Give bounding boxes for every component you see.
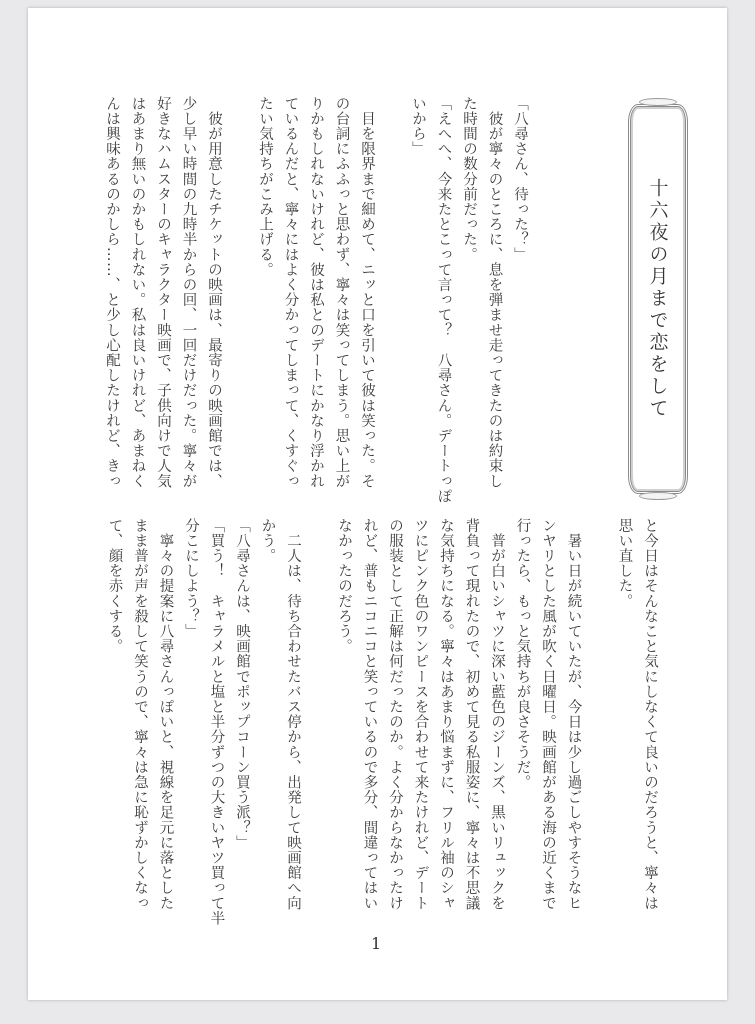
text-line: 「買う！ キャラメルと塩と半分ずつの大きいヤツ買って半 [208, 518, 225, 926]
text-block-top [99, 96, 533, 504]
text-line: 分こにしよう？」 [183, 518, 199, 639]
page-number: 1 [371, 934, 382, 953]
text-line: ているんだと、寧々にはよく分かってしまって、くすぐっ [282, 96, 299, 489]
text-line: 普が白いシャツに深い藍色のジーンズ、黒いリュックを [489, 518, 505, 911]
text-line: ンヤリとした風が吹く日曜日。映画館がある海の近くまで [540, 518, 556, 911]
text-line: 好きなハムスターのキャラクター映画で、子供向けで人気 [155, 96, 171, 489]
text-line: の台詞にふふっと思わず、寧々は笑ってしまう。思い上が [333, 96, 350, 489]
text-line: と今日はそんなこと気にしなくて良いのだろうと、寧々は [642, 518, 658, 911]
text-line: 「えへへ、今来たとこって言って？ 八尋さん。デートっぽ [435, 96, 452, 504]
text-line: れど、普もニコニコと笑っているので多分、間違ってはい [361, 518, 378, 911]
text-line: かう。 [259, 518, 276, 564]
text-line: りかもしれないけれど、彼は私とのデートにかなり浮かれ [308, 96, 324, 489]
text-line: たい気持ちがこみ上げる。 [257, 96, 273, 278]
text-block-bottom [101, 518, 662, 926]
text-line: はあまり無いのかもしれない。私は良いけれど、あまねく [129, 96, 146, 489]
blank-line [226, 96, 252, 496]
text-line: なかったのだろう。 [336, 518, 352, 654]
text-line: ツにピンク色のワンピースを合わせて来たけれど、デート [412, 518, 429, 911]
text-line: 「八尋さん、待った？」 [512, 96, 528, 263]
text-line: 背負って現れたので、初めて見る私服姿に、寧々は不思議 [463, 518, 480, 911]
text-line: 目を限界まで細めて、ニッと口を引いて彼は笑った。そ [359, 96, 375, 489]
text-line: んは興味あるのかしら……、と少し心配したけれど、きっ [104, 96, 120, 489]
text-line: た時間の数分前だった。 [461, 96, 477, 263]
text-line: まま普が声を殺して笑うので、寧々は急に恥ずかしくなっ [132, 518, 148, 911]
text-line: 彼が寧々のところに、息を弾ませ走ってきたのは約束し [486, 96, 503, 489]
text-line: 思い直した。 [616, 518, 633, 609]
text-line: の服装として正解は何だったのか。よく分からなかったけ [387, 518, 403, 911]
chapter-title-frame [628, 104, 688, 494]
text-line: 寧々の提案に八尋さんっぽいと、視線を足元に落とした [157, 518, 174, 911]
text-line: 少し早い時間の九時半からの回、一回だけだった。寧々が [180, 96, 197, 489]
blank-line [305, 518, 331, 918]
text-line: 二人は、待ち合わせたバス停から、出発して映画館へ向 [285, 518, 301, 911]
text-line: 行ったら、もっと気持ちが良さそうだ。 [514, 518, 531, 790]
chapter-title: 十六夜の月まで恋をして [646, 178, 669, 420]
text-line: 暑い日が続いていたが、今日は少し過ごしやすそうなヒ [565, 518, 582, 911]
text-line: 彼が用意したチケットの映画は、最寄りの映画館では、 [206, 96, 222, 489]
text-line: な気持ちになる。寧々はあまり悩まずに、フリル袖のシャ [438, 518, 454, 911]
blank-line [379, 96, 405, 496]
blank-line [586, 518, 612, 918]
text-line: 「八尋さんは、映画館でポップコーン買う派？」 [234, 518, 250, 851]
text-line: て、顔を赤くする。 [106, 518, 123, 654]
text-line: いから」 [410, 96, 426, 157]
